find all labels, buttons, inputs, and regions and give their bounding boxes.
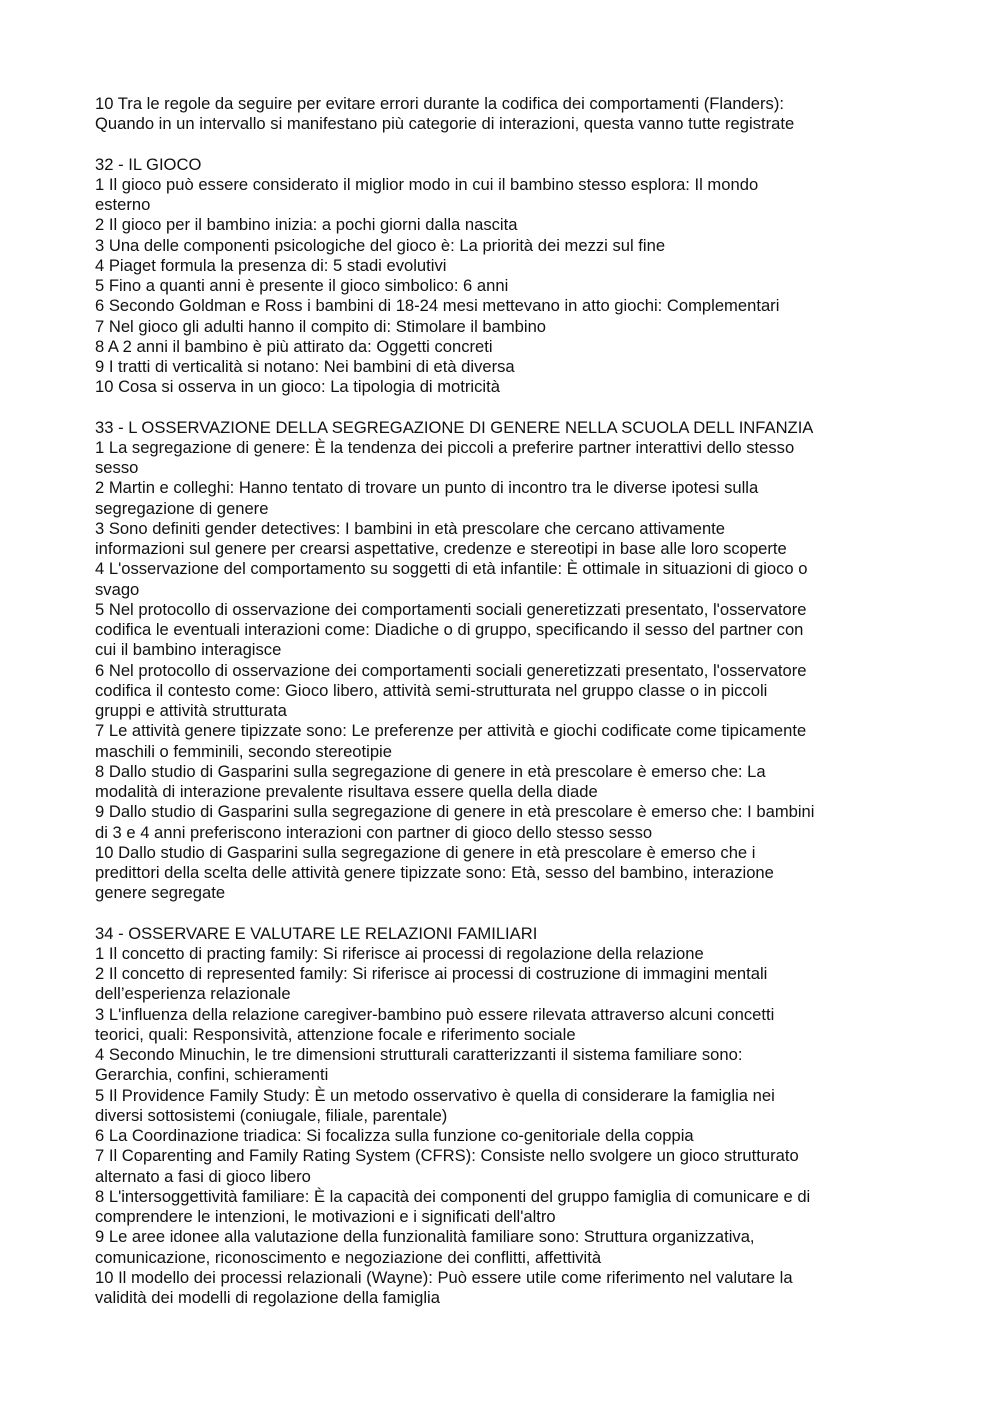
text-line: esterno <box>95 195 151 214</box>
section-title: 32 - IL GIOCO <box>95 154 202 174</box>
text-line: 10 Il modello dei processi relazionali (Wayne): Può essere utile come riferimento nel valutare la <box>95 1267 793 1287</box>
text-line: 1 La segregazione di genere: È la tendenza dei piccoli a preferire partner interattivi dello stesso <box>95 437 795 457</box>
text-line: teorici, quali: Responsività, attenzione focale e riferimento sociale <box>95 1024 576 1044</box>
text-line: 7 Nel gioco gli adulti hanno il compito di: Stimolare il bambino <box>95 316 547 336</box>
text-line: Gerarchia, confini, schieramenti <box>95 1065 329 1085</box>
section-title: 33 - L OSSERVAZIONE DELLA SEGREGAZIONE DI GENERE NELLA SCUOLA DELL INFANZIA <box>95 417 814 437</box>
text-line: 3 Una delle componenti psicologiche del gioco è: La priorità dei mezzi sul fine <box>95 235 666 255</box>
text-line: 1 Il concetto di practing family: Si riferisce ai processi di regolazione della relazione <box>95 943 704 963</box>
text-line: sesso <box>95 458 139 477</box>
text-line: 4 Piaget formula la presenza di: 5 stadi evolutivi <box>95 255 447 275</box>
text-line: 2 Il gioco per il bambino inizia: a pochi giorni dalla nascita <box>95 215 518 235</box>
text-line: diversi sottosistemi (coniugale, filiale, parentale) <box>95 1105 448 1125</box>
section-gioco <box>95 155 925 398</box>
text-line: 6 Secondo Goldman e Ross i bambini di 18-24 mesi mettevano in atto giochi: Complementari <box>95 296 780 316</box>
text-line: codifica le eventuali interazioni come: Diadiche o di gruppo, specificando il sesso del partner con <box>95 620 804 639</box>
text-line: cui il bambino interagisce <box>95 640 282 660</box>
text-line: alternato a fasi di gioco libero <box>95 1166 311 1186</box>
text-line: 5 Il Providence Family Study: È un metodo osservativo è quella di considerare la famiglia nei <box>95 1085 775 1105</box>
text-line: 7 Il Coparenting and Family Rating System (CFRS): Consiste nello svolgere un gioco strutturato <box>95 1146 799 1166</box>
intro-block <box>95 94 925 135</box>
section-relazioni-familiari <box>95 924 925 1309</box>
document-page <box>95 94 925 1308</box>
text-line: gruppi e attività strutturata <box>95 701 287 720</box>
text-line: comprendere le intenzioni, le motivazioni e i significati dell'altro <box>95 1207 556 1226</box>
text-line: 8 A 2 anni il bambino è più attirato da: Oggetti concreti <box>95 336 493 356</box>
text-line: 9 Dallo studio di Gasparini sulla segregazione di genere in età prescolare è emerso che: I bambini <box>95 802 815 822</box>
text-line: validità dei modelli di regolazione della famiglia <box>95 1288 440 1307</box>
text-line: dell’esperienza relazionale <box>95 984 291 1004</box>
text-line: 1 Il gioco può essere considerato il miglior modo in cui il bambino stesso esplora: Il mondo <box>95 174 759 194</box>
text-line: predittori della scelta delle attività genere tipizzate sono: Età, sesso del bambino, interazione <box>95 863 774 882</box>
text-line: 9 I tratti di verticalità si notano: Nei bambini di età diversa <box>95 357 515 376</box>
text-line: 8 L'intersoggettività familiare: È la capacità dei componenti del gruppo famiglia di comunicare e di <box>95 1186 811 1206</box>
text-line: 7 Le attività genere tipizzate sono: Le preferenze per attività e giochi codificate come tipicamente <box>95 721 807 741</box>
text-line: genere segregate <box>95 883 226 903</box>
text-line: maschili o femminili, secondo stereotipie <box>95 741 392 761</box>
text-line: 10 Cosa si osserva in un gioco: La tipologia di motricità <box>95 377 500 397</box>
text-line: 6 La Coordinazione triadica: Si focalizza sulla funzione co-genitoriale della coppia <box>95 1126 694 1145</box>
text-line: 10 Dallo studio di Gasparini sulla segregazione di genere in età prescolare è emerso che i <box>95 842 756 862</box>
text-line: 3 L'influenza della relazione caregiver-bambino può essere rilevata attraverso alcuni concetti <box>95 1004 775 1024</box>
text-line: 3 Sono definiti gender detectives: I bambini in età prescolare che cercano attivamente <box>95 518 726 538</box>
text-line: comunicazione, riconoscimento e negoziazione dei conflitti, affettività <box>95 1247 602 1267</box>
text-line: 5 Fino a quanti anni è presente il gioco simbolico: 6 anni <box>95 276 509 295</box>
text-line: codifica il contesto come: Gioco libero, attività semi-strutturata nel gruppo classe o in piccoli <box>95 680 768 700</box>
text-line: segregazione di genere <box>95 498 269 518</box>
text-line: svago <box>95 579 140 599</box>
text-line: 9 Le aree idonee alla valutazione della funzionalità familiare sono: Struttura organizzativa, <box>95 1227 755 1247</box>
text-line: informazioni sul genere per crearsi aspettative, credenze e stereotipi in base alle loro scoperte <box>95 539 787 558</box>
intro-line: Quando in un intervallo si manifestano più categorie di interazioni, questa vanno tutte registrate <box>95 114 795 134</box>
text-line: 4 Secondo Minuchin, le tre dimensioni strutturali caratterizzanti il sistema familiare sono: <box>95 1045 743 1064</box>
text-line: modalità di interazione prevalente risultava essere quella della diade <box>95 782 598 801</box>
text-line: 2 Martin e colleghi: Hanno tentato di trovare un punto di incontro tra le diverse ipotesi sulla <box>95 478 759 498</box>
text-line: 8 Dallo studio di Gasparini sulla segregazione di genere in età prescolare è emerso che: La <box>95 761 766 781</box>
text-line: 2 Il concetto di represented family: Si riferisce ai processi di costruzione di immagini mentali <box>95 964 768 983</box>
text-line: 6 Nel protocollo di osservazione dei comportamenti sociali generetizzati presentato, l'osservatore <box>95 660 807 680</box>
section-segregazione-genere <box>95 418 925 904</box>
intro-line: 10 Tra le regole da seguire per evitare errori durante la codifica dei comportamenti (Flanders): <box>95 94 784 113</box>
section-title: 34 - OSSERVARE E VALUTARE LE RELAZIONI FAMILIARI <box>95 923 538 943</box>
text-line: 4 L'osservazione del comportamento su soggetti di età infantile: È ottimale in situazioni di gioco o <box>95 559 808 579</box>
text-line: 5 Nel protocollo di osservazione dei comportamenti sociali generetizzati presentato, l'osservatore <box>95 599 807 619</box>
text-line: di 3 e 4 anni preferiscono interazioni con partner di gioco dello stesso sesso <box>95 822 653 842</box>
